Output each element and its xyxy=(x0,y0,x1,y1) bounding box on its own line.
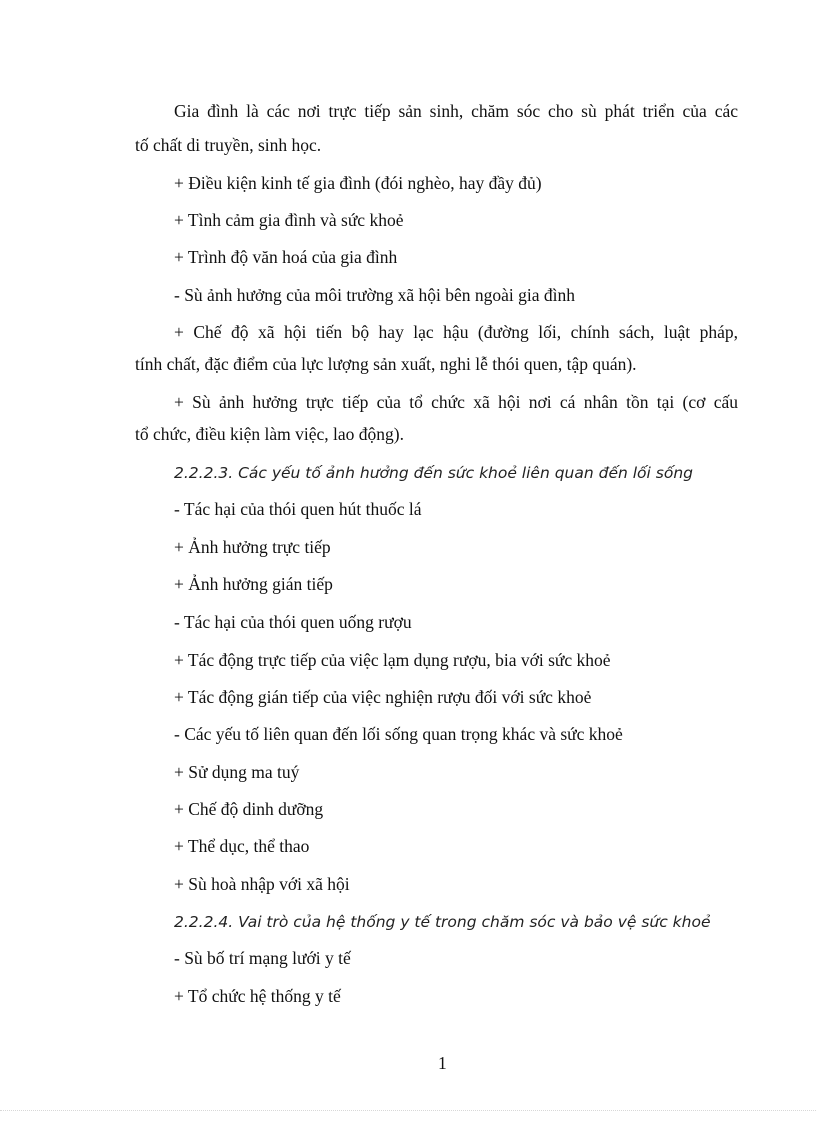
list-item: - Tác hại của thói quen hút thuốc lá xyxy=(174,499,422,519)
list-item: + Ảnh hưởng trực tiếp xyxy=(174,537,331,557)
section-heading: 2.2.2.3. Các yếu tố ảnh hưởng đến sức khoẻ liên quan đến lối sống xyxy=(174,464,693,482)
paragraph-line: + Sù ảnh hưởng trực tiếp của tổ chức xã hội nơi cá nhân tồn tại (cơ cấu xyxy=(174,392,738,412)
list-item: + Thể dục, thể thao xyxy=(174,836,310,856)
list-item: - Tác hại của thói quen uống rượu xyxy=(174,612,412,632)
list-item: + Tác động gián tiếp của việc nghiện rượu đối với sức khoẻ xyxy=(174,687,592,707)
paragraph-line: tố chất di truyền, sinh học. xyxy=(135,135,322,155)
list-item: + Sử dụng ma tuý xyxy=(174,762,300,782)
list-item: - Sù bố trí mạng lưới y tế xyxy=(174,948,351,968)
paragraph-line: Gia đình là các nơi trực tiếp sản sinh, chăm sóc cho sù phát triển của các xyxy=(174,101,738,121)
list-item: + Điều kiện kinh tế gia đình (đói nghèo, hay đầy đủ) xyxy=(174,173,542,193)
page-bottom-divider xyxy=(0,1110,816,1112)
list-item: + Chế độ dinh dưỡng xyxy=(174,799,324,819)
paragraph-line: tính chất, đặc điểm của lực lượng sản xuất, nghi lễ thói quen, tập quán). xyxy=(135,354,637,374)
list-item: + Tổ chức hệ thống y tế xyxy=(174,986,341,1006)
list-item: - Các yếu tố liên quan đến lối sống quan trọng khác và sức khoẻ xyxy=(174,724,623,744)
list-item: + Tình cảm gia đình và sức khoẻ xyxy=(174,210,404,230)
list-item: + Sù hoà nhập với xã hội xyxy=(174,874,350,894)
list-item: - Sù ảnh hưởng của môi trường xã hội bên ngoài gia đình xyxy=(174,285,576,305)
paragraph-line: tổ chức, điều kiện làm việc, lao động). xyxy=(135,424,404,444)
list-item: + Tác động trực tiếp của việc lạm dụng rượu, bia với sức khoẻ xyxy=(174,650,611,670)
list-item: + Trình độ văn hoá của gia đình xyxy=(174,247,398,267)
paragraph-line: + Chế độ xã hội tiến bộ hay lạc hậu (đường lối, chính sách, luật pháp, xyxy=(174,322,738,342)
section-heading: 2.2.2.4. Vai trò của hệ thống y tế trong chăm sóc và bảo vệ sức khoẻ xyxy=(174,913,711,931)
list-item: + Ảnh hưởng gián tiếp xyxy=(174,574,333,594)
page-number: 1 xyxy=(438,1053,447,1073)
